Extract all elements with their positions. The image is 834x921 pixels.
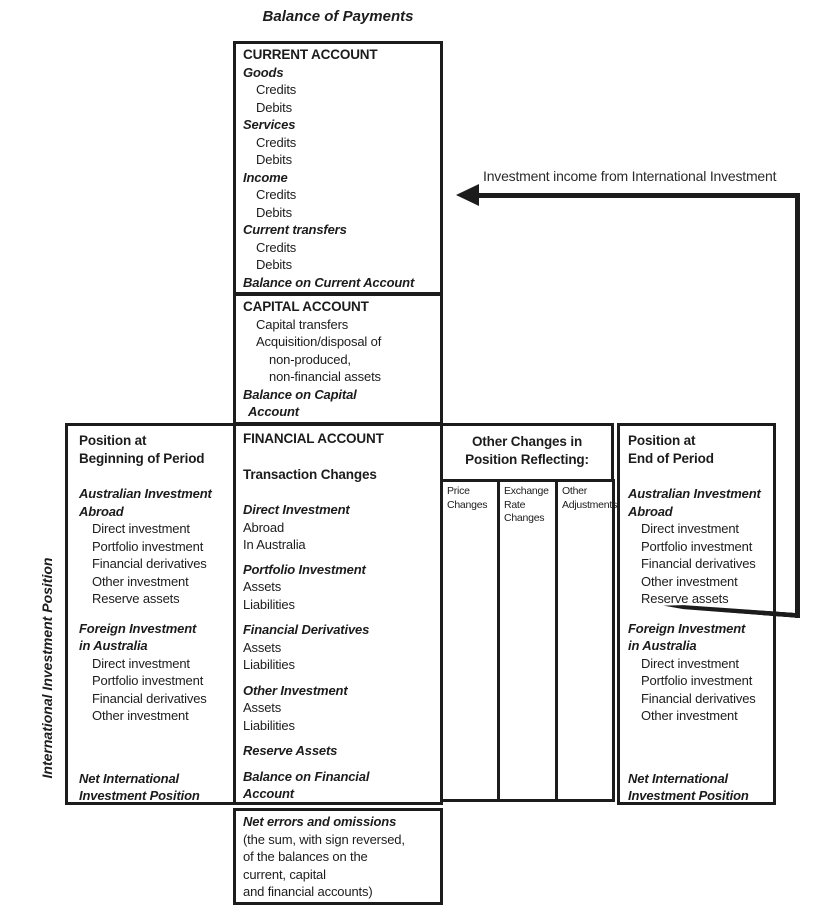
position-end-line: Abroad (628, 503, 673, 519)
position-beginning-line: Position at (79, 433, 147, 448)
capital-account-line: Balance on Capital (243, 386, 357, 402)
position-end-line: in Australia (628, 638, 697, 653)
position-beginning-line: Beginning of Period (79, 450, 205, 466)
exchange-rate-changes-label: Exchange Rate Changes (504, 485, 549, 524)
net-errors-box (233, 808, 443, 905)
position-beginning-line: Foreign Investment (79, 620, 197, 636)
financial-account-line: Portfolio Investment (243, 561, 366, 577)
current-account-line: Credits (256, 187, 297, 202)
position-end-line: Direct investment (641, 521, 739, 536)
current-account-line: Debits (256, 152, 292, 167)
financial-account-line: Assets (243, 579, 282, 594)
price-changes-column (440, 479, 500, 802)
financial-account-line: Transaction Changes (243, 466, 377, 482)
position-beginning-line: Portfolio investment (92, 538, 204, 554)
position-end-line: Portfolio investment (641, 673, 753, 688)
other-changes-heading-line: Position Reflecting: (465, 451, 589, 467)
current-account-line: Debits (256, 257, 292, 272)
financial-account-box (233, 423, 443, 805)
position-end-line: Other investment (641, 573, 738, 589)
current-account-line: Services (243, 117, 296, 132)
position-beginning-line: Abroad (79, 503, 124, 519)
position-beginning-line: Net International (79, 770, 180, 786)
other-changes-header-box (440, 423, 614, 482)
current-account-line: Credits (256, 239, 297, 255)
position-end-line: Reserve assets (641, 591, 729, 606)
position-end-line: Portfolio investment (641, 538, 753, 554)
financial-account-line: Reserve Assets (243, 743, 338, 758)
current-account-line: Income (243, 169, 288, 185)
capital-account-line: Capital transfers (256, 316, 349, 332)
financial-account-line: Assets (243, 700, 282, 715)
current-account-line: Current transfers (243, 222, 347, 237)
position-end-line: Australian Investment (628, 486, 761, 501)
position-end-line: Net International (628, 770, 729, 786)
net-errors-line: of the balances on the (243, 849, 368, 864)
position-beginning-line: Australian Investment (79, 486, 212, 501)
position-beginning-line: Financial derivatives (92, 556, 207, 571)
position-end-line: Position at (628, 433, 696, 448)
financial-account-line: Balance on Financial (243, 768, 370, 784)
position-beginning-line: Direct investment (92, 655, 190, 671)
position-end-line: Foreign Investment (628, 620, 746, 636)
international-investment-position-axis-label: International Investment Position (39, 557, 55, 779)
financial-account-line: Other Investment (243, 682, 348, 698)
net-errors-line: (the sum, with sign reversed, (243, 831, 405, 847)
position-beginning-line: in Australia (79, 638, 148, 653)
financial-account-line: Financial Derivatives (243, 622, 370, 637)
exchange-rate-changes-column (497, 479, 558, 802)
financial-account-line: Abroad (243, 519, 285, 535)
position-beginning-line: Investment Position (79, 788, 200, 803)
financial-account-line: Liabilities (243, 596, 295, 612)
position-beginning-box (65, 423, 236, 805)
position-end-line: Financial derivatives (641, 690, 756, 706)
capital-account-line: Acquisition/disposal of (256, 334, 382, 349)
investment-income-arrow-label: Investment income from International Investment (483, 168, 777, 184)
position-beginning-line: Other investment (92, 573, 189, 589)
position-beginning-line: Reserve assets (92, 591, 180, 606)
investment-income-arrow-vertical-shaft (795, 193, 800, 618)
current-account-line: Debits (256, 204, 292, 220)
other-changes-heading-line: Other Changes in (471, 434, 583, 449)
current-account-line: Balance on Current Account (243, 274, 415, 290)
capital-account-line: non-produced, (269, 351, 351, 367)
position-end-line: End of Period (628, 450, 714, 466)
net-errors-line: current, capital (243, 866, 326, 882)
net-errors-line: Net errors and omissions (243, 814, 397, 829)
position-end-line: Direct investment (641, 655, 739, 671)
other-adjustments-column (555, 479, 618, 802)
net-errors-line: and financial accounts) (243, 884, 373, 899)
financial-account-line: FINANCIAL ACCOUNT (243, 431, 384, 446)
current-account-line: Goods (243, 64, 284, 80)
capital-account-line: non-financial assets (269, 369, 381, 384)
position-beginning-line: Financial derivatives (92, 690, 207, 706)
position-end-line: Investment Position (628, 788, 749, 803)
price-changes-label: Price Changes (447, 485, 488, 511)
financial-account-line: Liabilities (243, 717, 295, 733)
financial-account-line: Account (243, 786, 294, 801)
current-account-line: Credits (256, 134, 297, 150)
other-adjustments-label: Other Adjustments (562, 485, 618, 511)
current-account-box (233, 41, 443, 295)
arrow-head-icon (456, 184, 479, 206)
position-end-line: Financial derivatives (641, 556, 756, 571)
position-beginning-line: Direct investment (92, 521, 190, 536)
position-end-line: Other investment (641, 708, 738, 723)
current-account-line: Credits (256, 82, 297, 97)
position-beginning-line: Other investment (92, 708, 189, 723)
capital-account-box (233, 293, 443, 425)
current-account-line: Debits (256, 99, 292, 115)
capital-account-line: Account (248, 404, 299, 419)
diagram-title: Balance of Payments (262, 8, 414, 25)
financial-account-line: Assets (243, 639, 282, 655)
current-account-line: CURRENT ACCOUNT (243, 47, 378, 62)
capital-account-line: CAPITAL ACCOUNT (243, 299, 369, 314)
position-beginning-line: Portfolio investment (92, 673, 204, 688)
financial-account-line: Liabilities (243, 657, 295, 672)
financial-account-line: Direct Investment (243, 502, 350, 517)
financial-account-line: In Australia (243, 537, 306, 552)
investment-income-arrow-horizontal-shaft (474, 193, 800, 198)
